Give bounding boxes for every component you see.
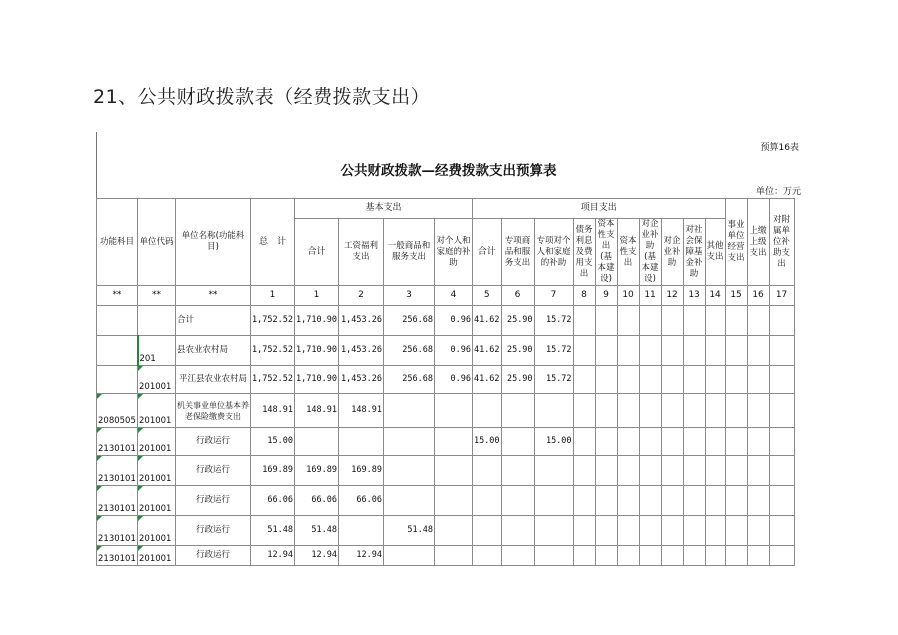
index-cell: 10	[617, 286, 639, 306]
cell-empty	[683, 486, 705, 516]
cell-unit: 201001	[138, 546, 176, 566]
cell-empty	[725, 546, 747, 566]
cell-goods	[383, 546, 434, 566]
cell-goods: 256.68	[383, 366, 434, 394]
cell-p-personal: 15.72	[534, 336, 573, 366]
cell-p-goods	[501, 546, 534, 566]
cell-wages: 1,453.26	[338, 306, 383, 336]
cell-empty	[747, 394, 769, 428]
cell-p-personal	[534, 394, 573, 428]
cell-empty	[617, 394, 639, 428]
cell-empty	[683, 366, 705, 394]
cell-empty	[769, 428, 794, 456]
cell-p-personal	[534, 546, 573, 566]
cell-code: 2130101	[97, 516, 138, 546]
cell-empty	[725, 366, 747, 394]
cell-personal	[434, 486, 472, 516]
index-cell: 4	[434, 286, 472, 306]
index-row	[97, 286, 795, 306]
cell-empty	[769, 394, 794, 428]
cell-wages: 148.91	[338, 394, 383, 428]
index-cell: 11	[639, 286, 661, 306]
cell-name: 平江县农业农村局	[176, 366, 251, 394]
header-wages: 工资福利支出	[338, 219, 383, 286]
cell-wages: 1,453.26	[338, 366, 383, 394]
cell-empty	[573, 336, 595, 366]
cell-empty	[617, 366, 639, 394]
cell-wages: 12.94	[338, 546, 383, 566]
cell-empty	[617, 516, 639, 546]
cell-name: 行政运行	[176, 546, 251, 566]
cell-total: 169.89	[251, 456, 295, 486]
index-cell: 16	[747, 286, 769, 306]
cell-name: 合计	[176, 306, 251, 336]
cell-b-total: 51.48	[295, 516, 339, 546]
index-cell: 1	[295, 286, 339, 306]
page-title: 21、公共财政拨款表（经费拨款支出）	[93, 86, 431, 108]
index-cell: **	[97, 286, 138, 306]
cell-p-goods	[501, 486, 534, 516]
cell-empty	[705, 366, 725, 394]
cell-personal	[434, 456, 472, 486]
cell-empty	[661, 456, 683, 486]
cell-wages	[338, 516, 383, 546]
cell-empty	[747, 428, 769, 456]
cell-wages: 66.06	[338, 486, 383, 516]
index-cell: 17	[769, 286, 794, 306]
cell-p-goods: 25.90	[501, 366, 534, 394]
cell-empty	[573, 306, 595, 336]
cell-empty	[661, 366, 683, 394]
cell-empty	[683, 336, 705, 366]
cell-empty	[639, 516, 661, 546]
index-cell: 5	[472, 286, 501, 306]
cell-empty	[683, 306, 705, 336]
cell-empty	[769, 486, 794, 516]
cell-empty	[747, 456, 769, 486]
cell-goods	[383, 486, 434, 516]
cell-personal: 0.96	[434, 366, 472, 394]
cell-empty	[573, 546, 595, 566]
cell-p-goods: 25.90	[501, 306, 534, 336]
cell-code: 2130101	[97, 486, 138, 516]
budget-table	[96, 198, 795, 566]
header-capital2: 资本性支出	[617, 219, 639, 286]
cell-empty	[725, 428, 747, 456]
cell-empty	[639, 546, 661, 566]
cell-p-total: 41.62	[472, 336, 501, 366]
cell-empty	[617, 546, 639, 566]
cell-empty	[573, 456, 595, 486]
cell-p-total	[472, 516, 501, 546]
cell-code: 2130101	[97, 428, 138, 456]
cell-code: 2130101	[97, 546, 138, 566]
cell-empty	[725, 394, 747, 428]
cell-empty	[747, 366, 769, 394]
cell-p-total	[472, 486, 501, 516]
cell-p-goods	[501, 516, 534, 546]
cell-total: 15.00	[251, 428, 295, 456]
cell-unit: 201001	[138, 394, 176, 428]
cell-wages: 169.89	[338, 456, 383, 486]
cell-empty	[683, 546, 705, 566]
cell-empty	[725, 306, 747, 336]
table-row	[97, 546, 795, 566]
cell-empty	[617, 306, 639, 336]
cell-total: 1,752.52	[251, 306, 295, 336]
cell-p-total: 41.62	[472, 306, 501, 336]
cell-b-total: 1,710.90	[295, 336, 339, 366]
cell-p-goods	[501, 456, 534, 486]
cell-empty	[573, 516, 595, 546]
cell-b-total: 169.89	[295, 456, 339, 486]
index-cell: 15	[725, 286, 747, 306]
cell-b-total: 1,710.90	[295, 366, 339, 394]
cell-empty	[595, 306, 617, 336]
cell-empty	[595, 428, 617, 456]
cell-empty	[683, 516, 705, 546]
cell-empty	[705, 486, 725, 516]
table-row	[97, 456, 795, 486]
header-proj-personal: 专项对个人和家庭的补助	[534, 219, 573, 286]
cell-empty	[705, 394, 725, 428]
header-capital: 资本性支出(基本建设)	[595, 219, 617, 286]
cell-name: 行政运行	[176, 456, 251, 486]
cell-empty	[683, 428, 705, 456]
cell-code	[97, 306, 138, 336]
cell-empty	[573, 366, 595, 394]
cell-unit: 201001	[138, 428, 176, 456]
cell-empty	[705, 546, 725, 566]
cell-p-total: 15.00	[472, 428, 501, 456]
cell-empty	[769, 456, 794, 486]
cell-total: 12.94	[251, 546, 295, 566]
cell-empty	[639, 394, 661, 428]
cell-p-goods	[501, 394, 534, 428]
cell-empty	[683, 456, 705, 486]
cell-unit: 201	[138, 336, 176, 366]
cell-unit	[138, 306, 176, 336]
cell-total: 1,752.52	[251, 366, 295, 394]
cell-empty	[747, 306, 769, 336]
cell-goods	[383, 456, 434, 486]
cell-empty	[617, 486, 639, 516]
header-basic-total: 合计	[295, 219, 339, 286]
cell-code: 2080505	[97, 394, 138, 428]
index-cell: 2	[338, 286, 383, 306]
cell-wages	[338, 428, 383, 456]
index-cell: 1	[251, 286, 295, 306]
cell-empty	[639, 456, 661, 486]
cell-empty	[595, 336, 617, 366]
header-func-code: 功能科目	[97, 199, 138, 286]
cell-empty	[595, 366, 617, 394]
header-goods: 一般商品和服务支出	[383, 219, 434, 286]
cell-goods: 51.48	[383, 516, 434, 546]
header-upper: 上缴上级支出	[747, 199, 769, 286]
cell-empty	[595, 516, 617, 546]
header-personal: 对个人和家庭的补助	[434, 219, 472, 286]
cell-empty	[595, 394, 617, 428]
cell-name: 行政运行	[176, 516, 251, 546]
cell-empty	[769, 516, 794, 546]
index-cell: **	[138, 286, 176, 306]
header-debt: 债务利息及费用支出	[573, 219, 595, 286]
cell-empty	[573, 394, 595, 428]
cell-empty	[595, 486, 617, 516]
header-other: 其他支出	[705, 219, 725, 286]
cell-b-total: 12.94	[295, 546, 339, 566]
index-cell: **	[176, 286, 251, 306]
form-title: 公共财政拨款—经费拨款支出预算表	[340, 163, 557, 179]
cell-empty	[639, 428, 661, 456]
cell-unit: 201001	[138, 366, 176, 394]
header-enterprise: 对企业补助(基本建设)	[639, 219, 661, 286]
cell-empty	[725, 516, 747, 546]
cell-empty	[595, 546, 617, 566]
cell-p-total	[472, 546, 501, 566]
index-cell: 14	[705, 286, 725, 306]
cell-empty	[639, 366, 661, 394]
cell-goods	[383, 394, 434, 428]
index-cell: 12	[661, 286, 683, 306]
cell-name: 行政运行	[176, 486, 251, 516]
cell-empty	[769, 336, 794, 366]
cell-empty	[683, 394, 705, 428]
cell-p-total: 41.62	[472, 366, 501, 394]
cell-personal	[434, 516, 472, 546]
cell-goods: 256.68	[383, 336, 434, 366]
header-total: 总 计	[251, 199, 295, 286]
cell-total: 148.91	[251, 394, 295, 428]
header-basic-group: 基本支出	[295, 199, 473, 219]
cell-goods	[383, 428, 434, 456]
cell-empty	[617, 336, 639, 366]
header-unit-name: 单位名称(功能科目)	[176, 199, 251, 286]
form-number: 预算16表	[760, 143, 799, 153]
index-cell: 8	[573, 286, 595, 306]
cell-p-goods: 25.90	[501, 336, 534, 366]
cell-total: 66.06	[251, 486, 295, 516]
cell-empty	[573, 428, 595, 456]
cell-p-total	[472, 456, 501, 486]
cell-p-personal	[534, 486, 573, 516]
cell-empty	[705, 336, 725, 366]
cell-total: 1,752.52	[251, 336, 295, 366]
cell-personal	[434, 394, 472, 428]
cell-wages: 1,453.26	[338, 336, 383, 366]
cell-code	[97, 366, 138, 394]
cell-empty	[661, 336, 683, 366]
cell-empty	[769, 366, 794, 394]
cell-empty	[595, 456, 617, 486]
header-social: 对社会保障基金补助	[683, 219, 705, 286]
cell-p-goods	[501, 428, 534, 456]
cell-b-total: 148.91	[295, 394, 339, 428]
cell-name: 县农业农村局	[176, 336, 251, 366]
header-unit-code: 单位代码	[138, 199, 176, 286]
cell-empty	[661, 546, 683, 566]
index-cell: 3	[383, 286, 434, 306]
cell-personal	[434, 546, 472, 566]
budget-sheet	[96, 132, 801, 632]
cell-b-total: 1,710.90	[295, 306, 339, 336]
cell-p-personal	[534, 456, 573, 486]
cell-unit: 201001	[138, 456, 176, 486]
cell-b-total: 66.06	[295, 486, 339, 516]
cell-p-personal: 15.00	[534, 428, 573, 456]
cell-empty	[747, 516, 769, 546]
index-cell: 13	[683, 286, 705, 306]
cell-personal: 0.96	[434, 336, 472, 366]
header-row-1	[97, 199, 795, 219]
table-row	[97, 394, 795, 428]
cell-unit: 201001	[138, 516, 176, 546]
cell-p-personal	[534, 516, 573, 546]
cell-p-total	[472, 394, 501, 428]
header-self-op: 事业单位经营支出	[725, 199, 747, 286]
cell-empty	[639, 486, 661, 516]
cell-empty	[573, 486, 595, 516]
unit-label: 单位：万元	[755, 187, 801, 197]
header-subsidy: 对附属单位补助支出	[769, 199, 794, 286]
table-row	[97, 306, 795, 336]
cell-p-personal: 15.72	[534, 366, 573, 394]
cell-empty	[725, 486, 747, 516]
table-row	[97, 428, 795, 456]
index-cell: 7	[534, 286, 573, 306]
cell-code	[97, 336, 138, 366]
cell-empty	[705, 456, 725, 486]
cell-empty	[705, 306, 725, 336]
cell-total: 51.48	[251, 516, 295, 546]
cell-empty	[769, 546, 794, 566]
table-row	[97, 336, 795, 366]
cell-empty	[661, 394, 683, 428]
cell-empty	[747, 546, 769, 566]
header-enterprise2: 对企业补助	[661, 219, 683, 286]
cell-empty	[661, 486, 683, 516]
cell-empty	[639, 336, 661, 366]
table-row	[97, 516, 795, 546]
cell-empty	[617, 456, 639, 486]
cell-p-personal: 15.72	[534, 306, 573, 336]
header-proj-goods: 专项商品和服务支出	[501, 219, 534, 286]
cell-empty	[617, 428, 639, 456]
cell-empty	[639, 306, 661, 336]
cell-empty	[747, 336, 769, 366]
cell-goods: 256.68	[383, 306, 434, 336]
header-proj-total: 合计	[472, 219, 501, 286]
header-project-group: 项目支出	[472, 199, 725, 219]
index-cell: 6	[501, 286, 534, 306]
cell-personal: 0.96	[434, 306, 472, 336]
index-cell: 9	[595, 286, 617, 306]
cell-empty	[661, 428, 683, 456]
cell-empty	[661, 306, 683, 336]
cell-personal	[434, 428, 472, 456]
cell-name: 机关事业单位基本养老保险缴费支出	[176, 394, 251, 428]
cell-unit: 201001	[138, 486, 176, 516]
cell-empty	[705, 428, 725, 456]
table-row	[97, 366, 795, 394]
table-row	[97, 486, 795, 516]
cell-empty	[705, 516, 725, 546]
cell-empty	[725, 456, 747, 486]
cell-b-total	[295, 428, 339, 456]
cell-empty	[725, 336, 747, 366]
cell-empty	[661, 516, 683, 546]
cell-empty	[747, 486, 769, 516]
cell-empty	[769, 306, 794, 336]
cell-name: 行政运行	[176, 428, 251, 456]
cell-code: 2130101	[97, 456, 138, 486]
